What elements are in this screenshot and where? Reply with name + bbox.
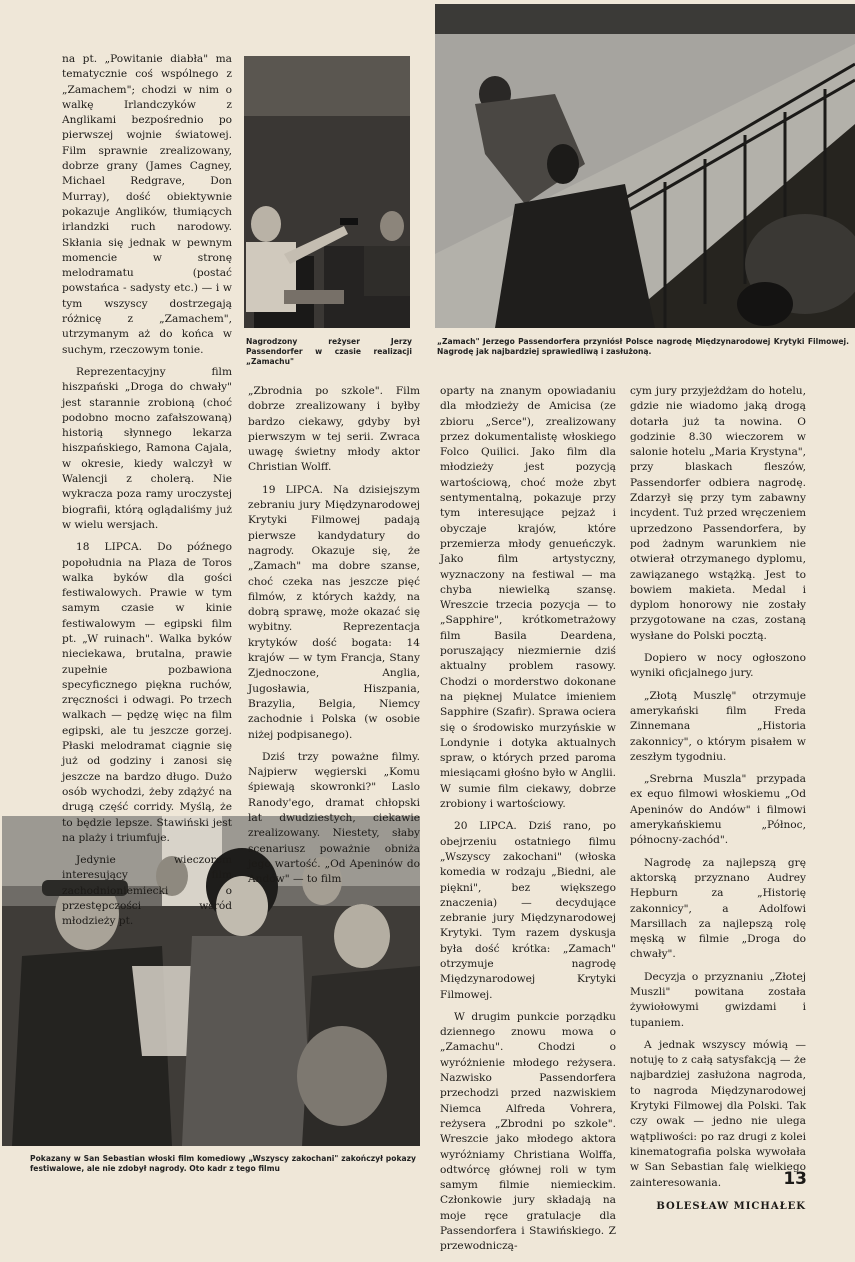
photo-zamach-image (435, 4, 855, 328)
caption-photo1: Nagrodzony reżyser Jerzy Passendorfer w czasie realizacji „Zamachu" (246, 337, 412, 366)
paragraph: W drugim punkcie porządku dziennego znowu mowa o „Zamachu". Chodzi o wyróżnienie młodego reżysera. Nazwisko Passendorfera przechodzi przed nazwiskiem Niemca Alfreda Vohrera, reżysera „Zbrodni po szkole". Wreszcie jako młodego aktora wyróżniamy Christiana Wolffa, odtwórcę głównej roli w tym samym filmie niemieckim. Członkowie jury składają na moje ręce gratulacje dla Passendorfera i Stawińskiego. Z przewodniczą- (440, 1010, 616, 1253)
column-1 (62, 52, 232, 937)
paragraph: na pt. „Powitanie diabła" ma tematycznie coś wspólnego z „Zamachem"; chodzi w nim o walkę Irlandczyków z Anglikami bezpośrednio po pierwszej wojnie światowej. Film sprawnie zrealizowany, dobrze grany (James Cagney, Michael Redgrave, Don Murray), dość obiektywnie pokazuje Anglików, tłumiących irlandzki ruch narodowy. Skłania się jednak w pewnym momencie w stronę melodramatu (postać powstańca - sadysty etc.) — i w tym wszyscy dostrzegają różnicę z „Zamachem", utrzymanym aż do końca w suchym, rzeczowym tonie. (62, 53, 232, 356)
paragraph: cym jury przyjeżdżam do hotelu, gdzie nie wiadomo jaką drogą dotarła już ta nowina. O godzinie 8.30 wieczorem w salonie hotelu „Maria Krystyna", przy blaskach fleszów, Passendorfer odbiera nagrodę. Zdarzył się przy tym zabawny incydent. Tuż przed wręczeniem uprzedzono Passendorfera, by pod żadnym warunkiem nie otwierał otrzymanego dyplomu, zawiązanego wstążką. Jest to bowiem makieta. Medal i dyplom honorowy nie zostały przygotowane na czas, zostaną wysłane do Polski pocztą. (630, 385, 806, 642)
paragraph: Jedynie wieczorem interesujący film zachodnioniemiecki o przestępczości wśród młodzieży pt. (62, 854, 232, 928)
column-4 (630, 384, 806, 1221)
author-signature: BOLESŁAW MICHAŁEK (656, 1200, 806, 1212)
paragraph: 20 LIPCA. Dziś rano, po obejrzeniu ostatniego filmu „Wszyscy zakochani" (włoska komedia w rodzaju „Biedni, ale piękni", bez większego znaczenia) — decydujące zebranie jury Międzynarodowej Krytyki. Tym razem dyskusja była dość krótka: „Zamach" otrzymuje nagrodę Międzynarodowej Krytyki Filmowej. (440, 820, 616, 1001)
paragraph: 18 LIPCA. Do późnego popołudnia na Plaza de Toros walka byków dla gości festiwalowych. Prawie w tym samym czasie w kinie festiwalowym — egipski film pt. „W ruinach". Walka byków nieciekawa, brutalna, prawie zupełnie pozbawiona specyficznego piękna ruchów, zręczności i odwagi. Po trzech walkach — pędzę więc na film egipski, ale tu jeszcze gorzej. Płaski melodramat ciągnie się już od godziny i zanosi się jeszcze na bardzo długo. Dużo osób wychodzi, żeby zdążyć na drugą część corridy. Myślą, że to będzie lepsze. Stawiński jest na plaży i triumfuje. (62, 541, 232, 844)
photo-director-image (244, 56, 410, 328)
paragraph: Decyzja o przyznaniu „Złotej Muszli" powitana została żywiołowymi gwizdami i tupaniem. (630, 970, 806, 1029)
paragraph: Nagrodę za najlepszą grę aktorską przyznano Audrey Hepburn za „Historię zakonnicy", a Adolfowi Marsillach za najlepszą rolę męską w filmie „Droga do chwały". (630, 856, 806, 961)
caption-photo3: Pokazany w San Sebastian włoski film komediowy „Wszyscy zakochani" zakończył pokazy festiwalowe, ale nie zdobył nagrody. Oto kadr z tego filmu (30, 1154, 416, 1173)
paragraph: 19 LIPCA. Na dzisiejszym zebraniu jury Międzynarodowej Krytyki Filmowej padają pierwsze kandydatury do nagrody. Okazuje się, że „Zamach" ma dobre szanse, choć czeka nas jeszcze pięć filmów, z których każdy, na dobrą sprawę, może okazać się wybitny. Reprezentacja krytyków dość bogata: 14 krajów — w tym Francja, Stany Zjednoczone, Anglia, Jugosławia, Hiszpania, Brazylia, Belgia, Niemcy zachodnie i Polska (w osobie niżej podpisanego). (248, 483, 420, 741)
page-number: 13 (783, 1169, 807, 1189)
paragraph: „Złotą Muszlę" otrzymuje amerykański film Freda Zinnemana „Historia zakonnicy", o którym pisałem w zeszłym tygodniu. (630, 689, 806, 763)
paragraph: A jednak wszyscy mówią — notuję to z całą satysfakcją — że najbardziej zasłużona nagroda, to nagroda Międzynarodowej Krytyki Filmowej dla Polski. Tak czy owak — jedno nie ulega wątpliwości: po raz drugi z kolei kinematografia polska wywołała w San Sebastian falę wielkiego zainteresowania. (630, 1038, 806, 1189)
paragraph: „Srebrna Muszla" przypada ex equo filmowi włoskiemu „Od Apeninów do Andów" i filmowi amerykańskiemu „Północ, północny-zachód". (630, 773, 806, 847)
paragraph: „Zbrodnia po szkole". Film dobrze zrealizowany i byłby bardzo ciekawy, gdyby był pierwszym w tej serii. Zwraca uwagę świetny młody aktor Christian Wolff. (248, 385, 420, 474)
paragraph: Reprezentacyjny film hiszpański „Droga do chwały" jest starannie zrobioną (choć podobno mocno zafałszowaną) historią słynnego lekarza hiszpańskiego, Ramona Cajala, w okresie, kiedy walczył w Walencji z cholerą. Nie wykracza poza ramy uroczystej biografii, którą oglądaliśmy już w wielu wersjach. (62, 365, 232, 531)
paragraph: Dopiero w nocy ogłoszono wyniki oficjalnego jury. (630, 652, 806, 680)
photo-zamach-scene (435, 4, 855, 328)
paragraph: oparty na znanym opowiadaniu dla młodzieży de Amicisa (ze zbioru „Serce"), zrealizowany przez dokumentalistę włoskiego Folco Quilici. Jako film dla młodzieży jest pozycją wartościową, choć może zbyt sentymentalną, pokazuje przy tym interesujące pejzaż i obyczaje krajów, które przemierza młody genueńczyk. Jako film artystyczny, wyznaczony na festiwal — ma chyba niewielką szansę. Wreszcie trzecia pozycja — to „Sapphire", krótkometrażowy film Basila Deardena, poruszający niezmiernie dziś aktualny problem rasowy. Chodzi o morderstwo dokonane na pięknej Mulatce imieniem Sapphire (Szafir). Sprawa ociera się o środowisko murzyńskie w Londynie i dotyka aktualnych spraw, o których przed paroma miesiącami głośno było w Anglii. W sumie film ciekawy, dobrze zrobiony i wartościowy. (440, 385, 616, 811)
paragraph: Dziś trzy poważne filmy. Najpierw węgierski „Komu śpiewają skowronki?" Laslo Ranody'ego, dramat chłopski lat dwudziestych, ciekawie zrealizowany. Niestety, słaby scenariusz poważnie obniża jego wartość. „Od Apeninów do Andów" — to film (248, 750, 420, 886)
column-2 (248, 384, 420, 895)
photo-director-on-set (244, 56, 410, 328)
column-3 (440, 384, 616, 1262)
caption-photo2: „Zamach" Jerzego Passendorfera przyniósł Polsce nagrodę Międzynarodowej Krytyki Filmowej. Nagrodę jak najbardziej sprawiedliwą i zasłużoną. (437, 337, 849, 356)
